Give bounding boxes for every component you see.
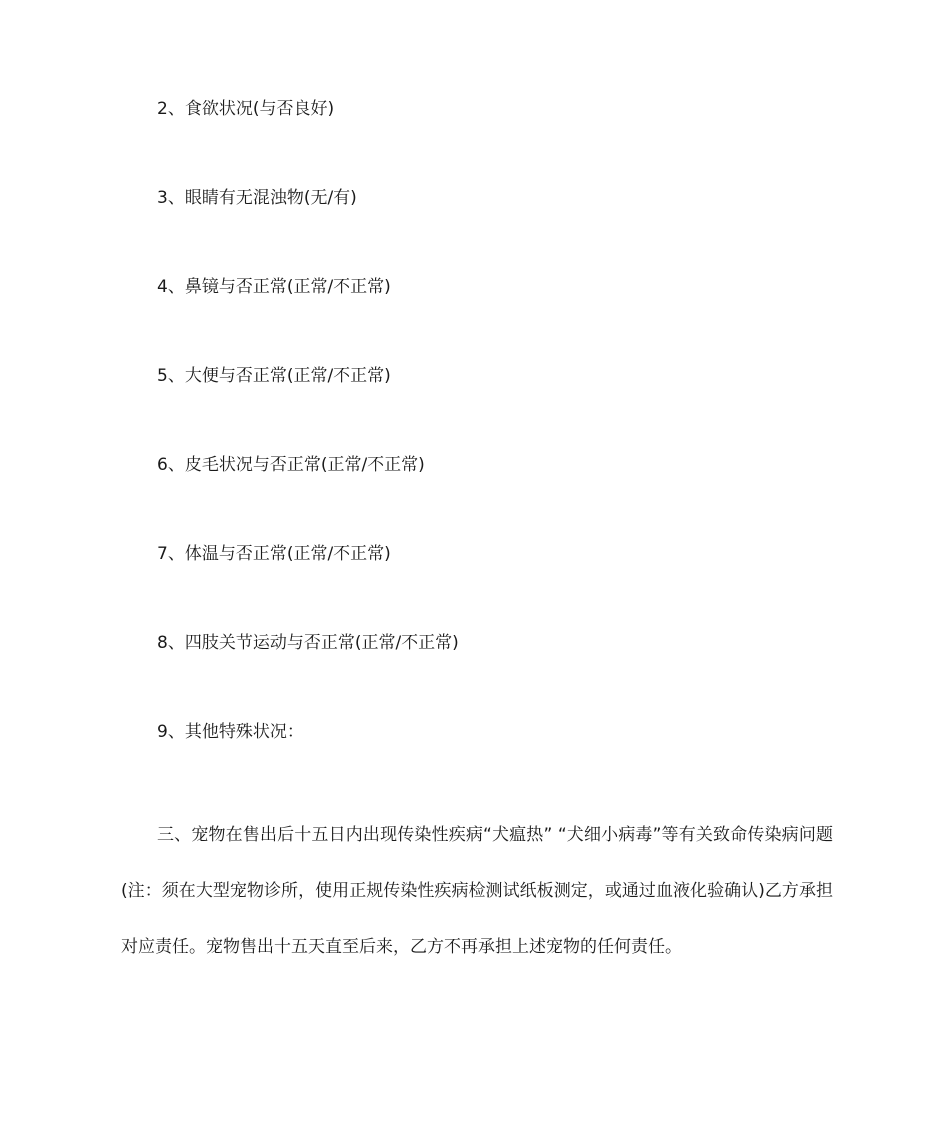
checklist-item-temperature: 7、体温与否正常(正常/不正常) [157, 544, 391, 564]
checklist-item-appetite: 2、食欲状况(与否良好) [157, 99, 335, 119]
checklist-item-joints: 8、四肢关节运动与否正常(正常/不正常) [157, 633, 459, 653]
checklist-item-stool: 5、大便与否正常(正常/不正常) [157, 366, 391, 386]
checklist-item-eyes: 3、眼睛有无混浊物(无/有) [157, 188, 357, 208]
checklist-item-coat: 6、皮毛状况与否正常(正常/不正常) [157, 455, 425, 475]
clause-three-paragraph: 三、宠物在售出后十五日内出现传染性疾病“犬瘟热” “犬细小病毒”等有关致命传染病问题(注：须在大型宠物诊所，使用正规传染性疾病检测试纸板测定，或通过血液化验确认)乙方承担对应责任。宠物售出十五天直至后来，乙方不再承担上述宠物的任何责任。 [121, 825, 833, 957]
checklist-item-other: 9、其他特殊状况： [157, 722, 304, 742]
checklist-item-nose: 4、鼻镜与否正常(正常/不正常) [157, 277, 391, 297]
